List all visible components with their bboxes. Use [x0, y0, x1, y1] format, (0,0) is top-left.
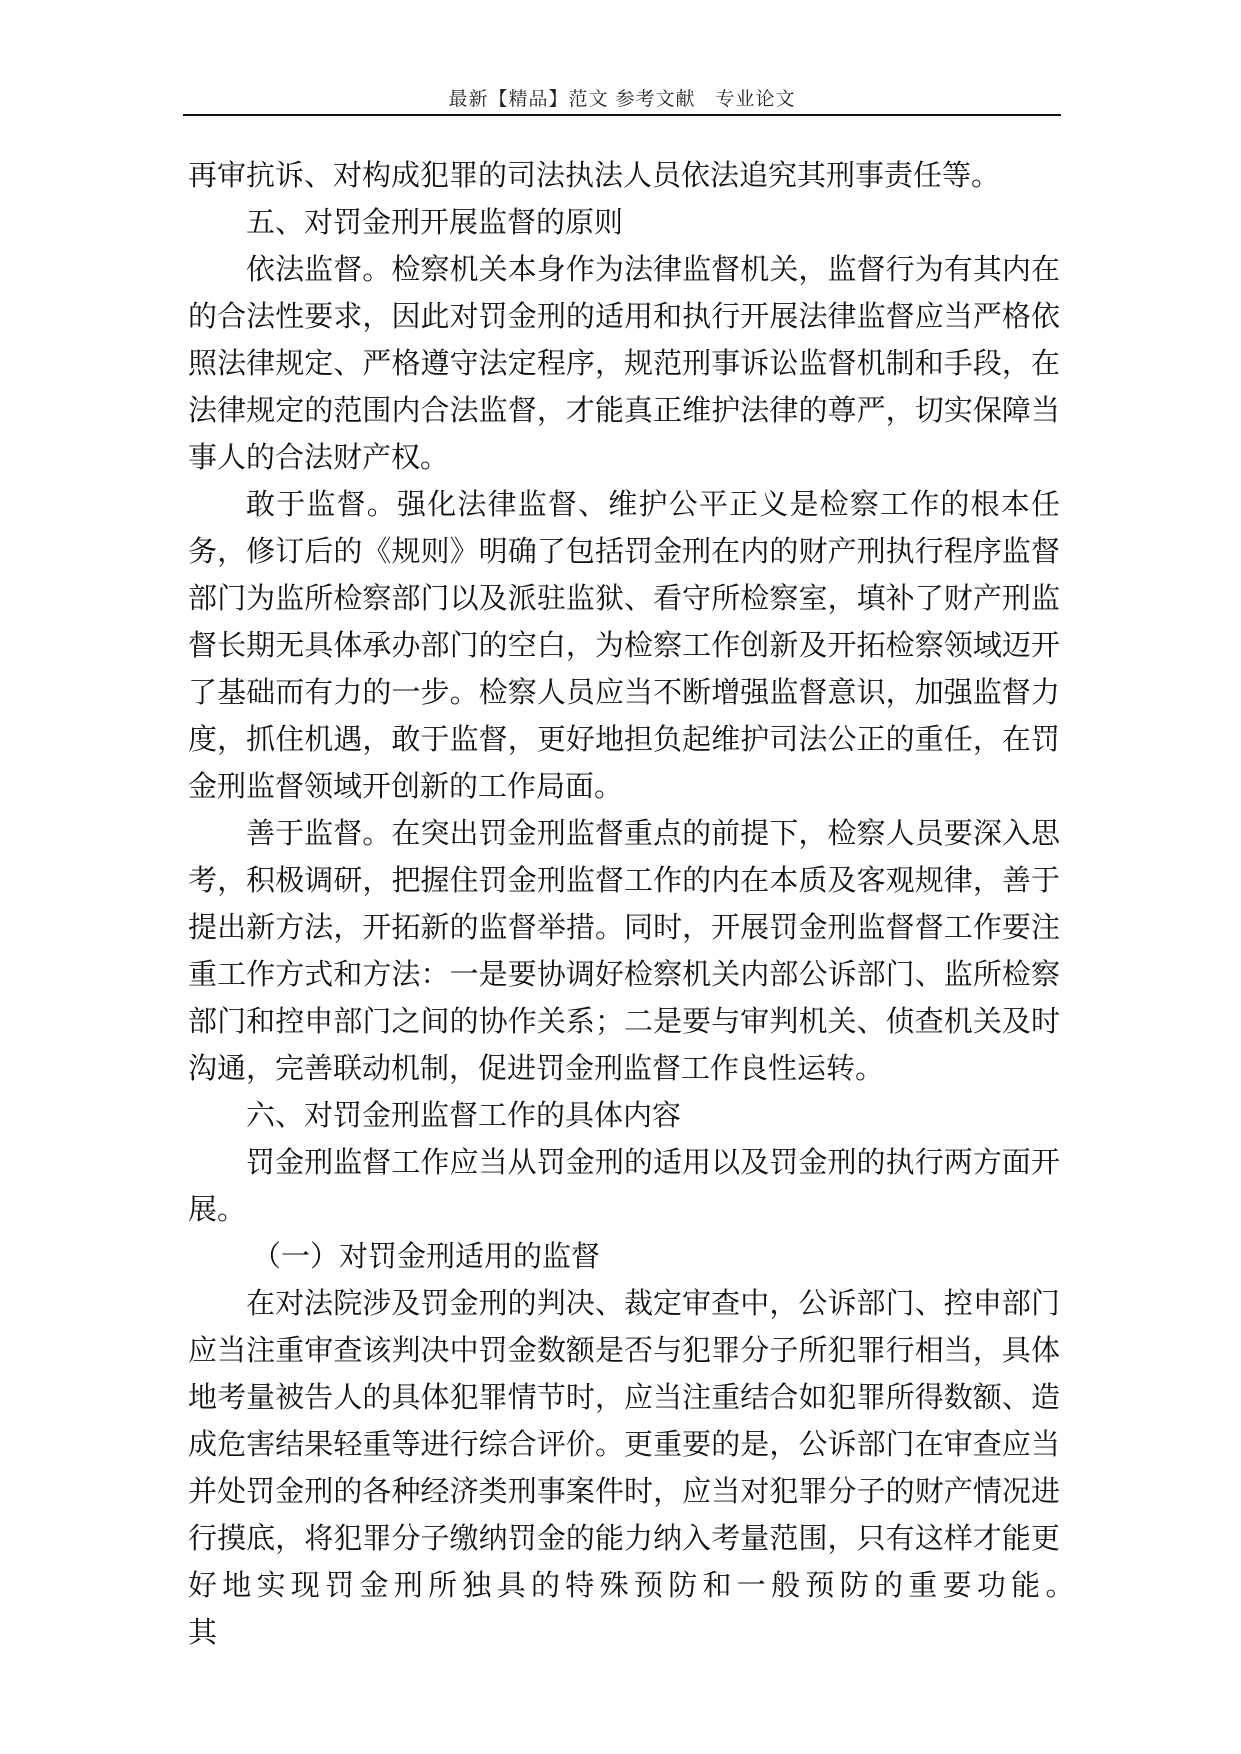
- header-divider: [183, 114, 1061, 116]
- paragraph-application-review: 在对法院涉及罚金刑的判决、裁定审查中，公诉部门、控申部门应当注重审查该判决中罚金数额是否与犯罪分子所犯罪行相当，具体地考量被告人的具体犯罪情节时，应当注重结合如犯罪所得数额、造成危害结果轻重等进行综合评价。更重要的是，公诉部门在审查应当并处罚金刑的各种经济类刑事案件时，应当对犯罪分子的财产情况进行摸底，将犯罪分子缴纳罚金的能力纳入考量范围，只有这样才能更好地实现罚金刑所独具的特殊预防和一般预防的重要功能。 其: [188, 1286, 1177, 1649]
- page-header: 最新【精品】范文 参考文献 专业论文: [448, 88, 796, 110]
- section-heading-five: 五、对罚金刑开展监督的原则: [246, 205, 624, 239]
- subsection-heading-one: （一）对罚金刑适用的监督: [252, 1239, 601, 1273]
- document-body: [188, 152, 1177, 1656]
- paragraph-dare-to-supervise: 敢于监督。强化法律监督、维护公平正义是检察工作的根本任务，修订后的《规则》明确了包括罚金刑在内的财产刑执行程序监督部门为监所检察部门以及派驻监狱、看守所检察室，填补了财产刑监督长期无具体承办部门的空白，为检察工作创新及开拓检察领域迈开了基础而有力的一步。检察人员应当不断增强监督意识，加强监督力度，抓住机遇，敢于监督，更好地担负起维护司法公正的重任，在罚金刑监督领域开创新的工作局面。: [188, 487, 1060, 803]
- paragraph-continuation: 再审抗诉、对构成犯罪的司法执法人员依法追究其刑事责任等。: [188, 158, 1001, 192]
- paragraph-supervision-scope: 罚金刑监督工作应当从罚金刑的适用以及罚金刑的执行两方面开展。: [188, 1145, 1060, 1226]
- paragraph-good-at-supervising: 善于监督。在突出罚金刑监督重点的前提下，检察人员要深入思考，积极调研，把握住罚金刑监督工作的内在本质及客观规律，善于提出新方法，开拓新的监督举措。同时，开展罚金刑监督督工作要注重工作方式和方法：一是要协调好检察机关内部公诉部门、监所检察部门和控申部门之间的协作关系；二是要与审判机关、侦查机关及时沟通，完善联动机制，促进罚金刑监督工作良性运转。: [188, 816, 1060, 1085]
- section-heading-six: 六、对罚金刑监督工作的具体内容: [246, 1098, 682, 1132]
- paragraph-lawful-supervision: 依法监督。检察机关本身作为法律监督机关，监督行为有其内在的合法性要求，因此对罚金刑的适用和执行开展法律监督应当严格依照法律规定、严格遵守法定程序，规范刑事诉讼监督机制和手段，在法律规定的范围内合法监督，才能真正维护法律的尊严，切实保障当事人的合法财产权。: [188, 252, 1060, 474]
